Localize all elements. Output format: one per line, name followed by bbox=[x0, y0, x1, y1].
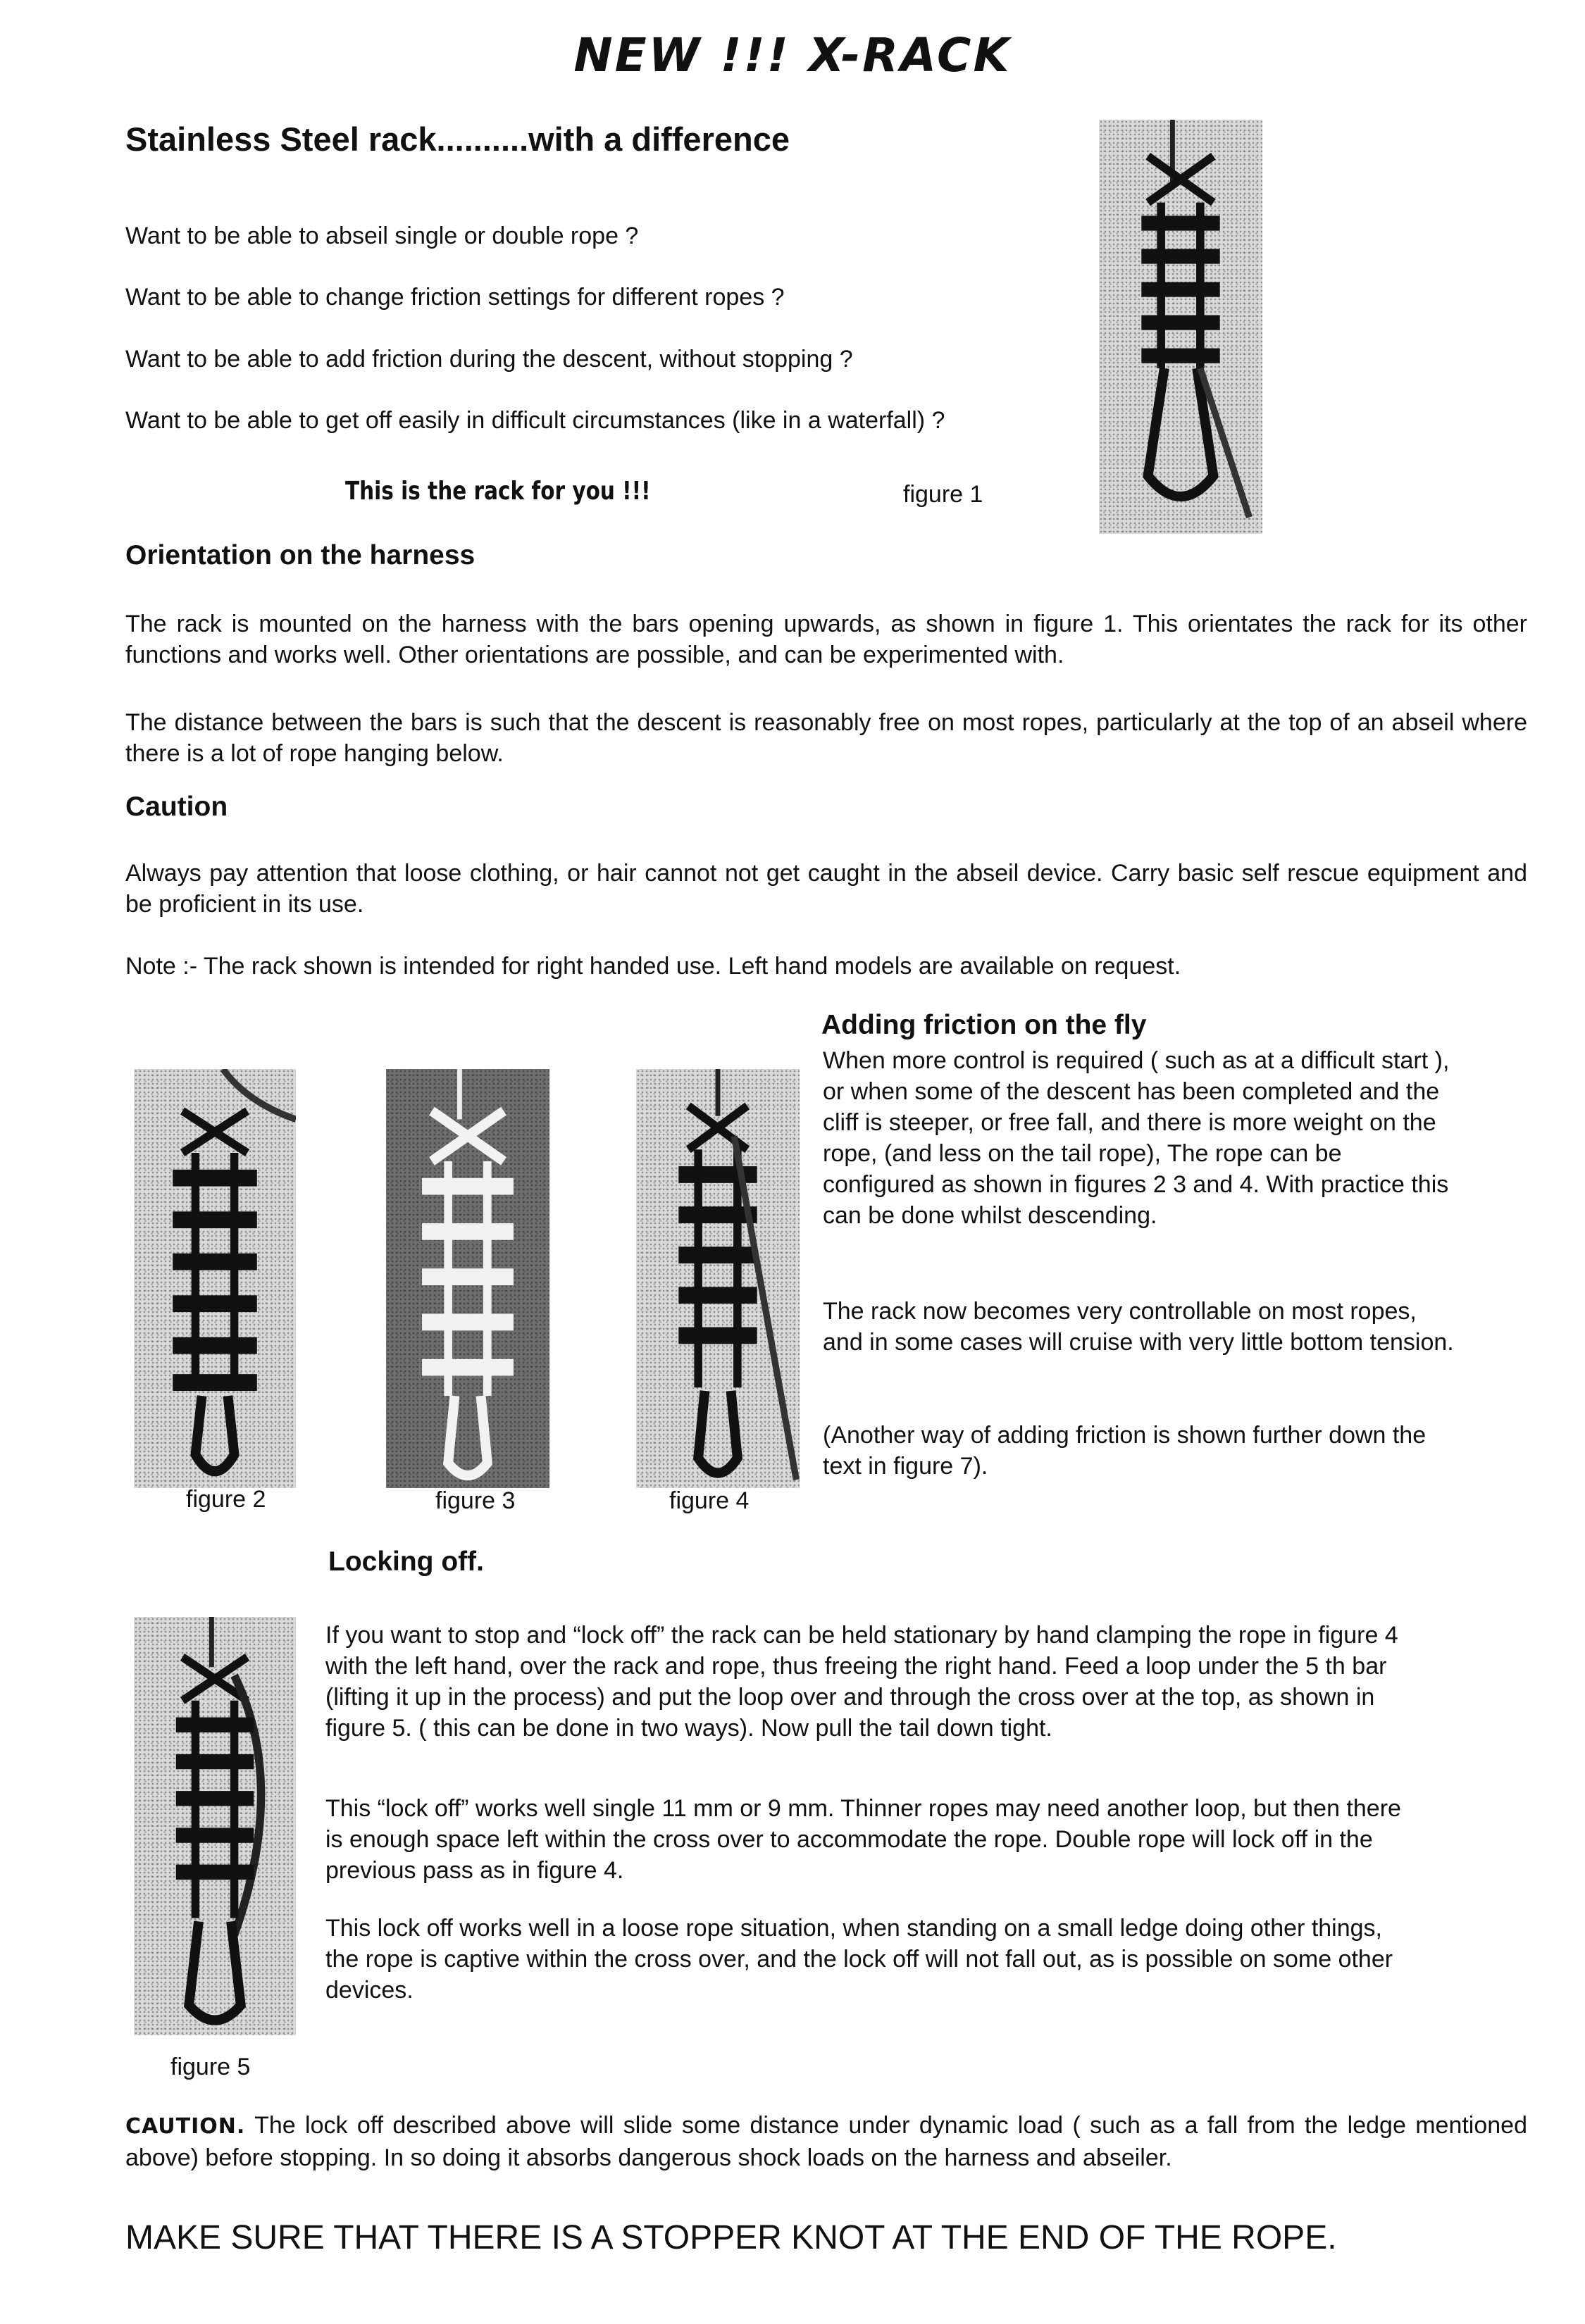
caution-heading: Caution bbox=[125, 792, 228, 822]
figure-1-photo bbox=[1099, 120, 1262, 534]
question-4: Want to be able to get off easily in difficult circumstances (like in a waterfall) ? bbox=[125, 407, 945, 434]
figure-5-photo bbox=[134, 1617, 296, 2035]
question-1: Want to be able to abseil single or double rope ? bbox=[125, 223, 639, 249]
question-2: Want to be able to change friction settings for different ropes ? bbox=[125, 284, 785, 311]
caution-label: CAUTION. bbox=[125, 2114, 246, 2139]
locking-off-heading: Locking off. bbox=[328, 1547, 484, 1577]
locking-off-paragraph-2: This “lock off” works well single 11 mm or 9 mm. Thinner ropes may need another loop, but then there is enough space left within the cross over to accommodate the rope. Double rope will lock off in the previous pass as in figure 4. bbox=[325, 1795, 1401, 1884]
figure-3-caption: figure 3 bbox=[435, 1487, 516, 1514]
rack-illustration-4 bbox=[636, 1069, 800, 1488]
tagline: This is the rack for you !!! bbox=[345, 477, 651, 506]
adding-friction-paragraph-1: When more control is required ( such as at a difficult start ), or when some of the descent has been completed and the cliff is steeper, or free fall, and there is more weight on the rope, (and less on the tail rope), The rope can be configured as shown in figures 2 3 and 4. With practice this can be done whilst descending. bbox=[823, 1047, 1450, 1229]
caution-note: Note :- The rack shown is intended for right handed use. Left hand models are available on request. bbox=[125, 953, 1181, 980]
figure-2-caption: figure 2 bbox=[186, 1486, 266, 1513]
figure-4-photo bbox=[636, 1069, 800, 1488]
adding-friction-heading: Adding friction on the fly bbox=[821, 1010, 1147, 1040]
question-3: Want to be able to add friction during the descent, without stopping ? bbox=[125, 346, 853, 373]
stopper-knot-warning: MAKE SURE THAT THERE IS A STOPPER KNOT AT THE END OF THE ROPE. bbox=[125, 2219, 1337, 2256]
final-caution bbox=[125, 2110, 1527, 2173]
rack-illustration-5 bbox=[134, 1617, 296, 2035]
subtitle: Stainless Steel rack..........with a difference bbox=[125, 120, 790, 158]
locking-off-paragraph-3: This lock off works well in a loose rope situation, when standing on a small ledge doing other things, the rope is captive within the cross over, and the lock off will not fall out, as is possible on some other devices. bbox=[325, 1915, 1393, 2004]
adding-friction-paragraph-2: The rack now becomes very controllable on most ropes, and in some cases will cruise with very little bottom tension. bbox=[823, 1298, 1454, 1356]
caution-paragraph: Always pay attention that loose clothing, or hair cannot not get caught in the abseil device. Carry basic self rescue equipment and be proficient in its use. bbox=[125, 860, 1527, 918]
orientation-paragraph-2: The distance between the bars is such that the descent is reasonably free on most ropes, particularly at the top of an abseil where there is a lot of rope hanging below. bbox=[125, 709, 1527, 767]
rack-illustration-2 bbox=[134, 1069, 296, 1488]
adding-friction-paragraph-3: (Another way of adding friction is shown further down the text in figure 7). bbox=[823, 1422, 1426, 1480]
figure-2-photo bbox=[134, 1069, 296, 1488]
rack-illustration-3 bbox=[386, 1069, 549, 1488]
figure-3-photo bbox=[386, 1069, 549, 1488]
orientation-paragraph-1: The rack is mounted on the harness with the bars opening upwards, as shown in figure 1. This orientates the rack for its other functions and works well. Other orientations are possible, and can be experimented with. bbox=[125, 611, 1527, 668]
page-title: NEW !!! X-RACK bbox=[573, 28, 1012, 82]
orientation-heading: Orientation on the harness bbox=[125, 540, 476, 570]
rack-illustration-1 bbox=[1099, 120, 1262, 534]
figure-4-caption: figure 4 bbox=[669, 1487, 750, 1514]
figure-5-caption: figure 5 bbox=[170, 2054, 251, 2080]
figure-1-caption: figure 1 bbox=[903, 481, 983, 508]
final-caution-text: The lock off described above will slide some distance under dynamic load ( such as a fall from the ledge mentioned above) before stopping. In so doing it absorbs dangerous shock loads on the harness and abseiler. bbox=[125, 2112, 1527, 2171]
locking-off-paragraph-1: If you want to stop and “lock off” the rack can be held stationary by hand clamping the rope in figure 4 with the left hand, over the rack and rope, thus freeing the right hand. Feed a loop under the 5 th bar (lifting it up in the process) and put the loop over and through the cross over at the top, as shown in figure 5. ( this can be done in two ways). Now pull the tail down tight. bbox=[325, 1622, 1398, 1742]
